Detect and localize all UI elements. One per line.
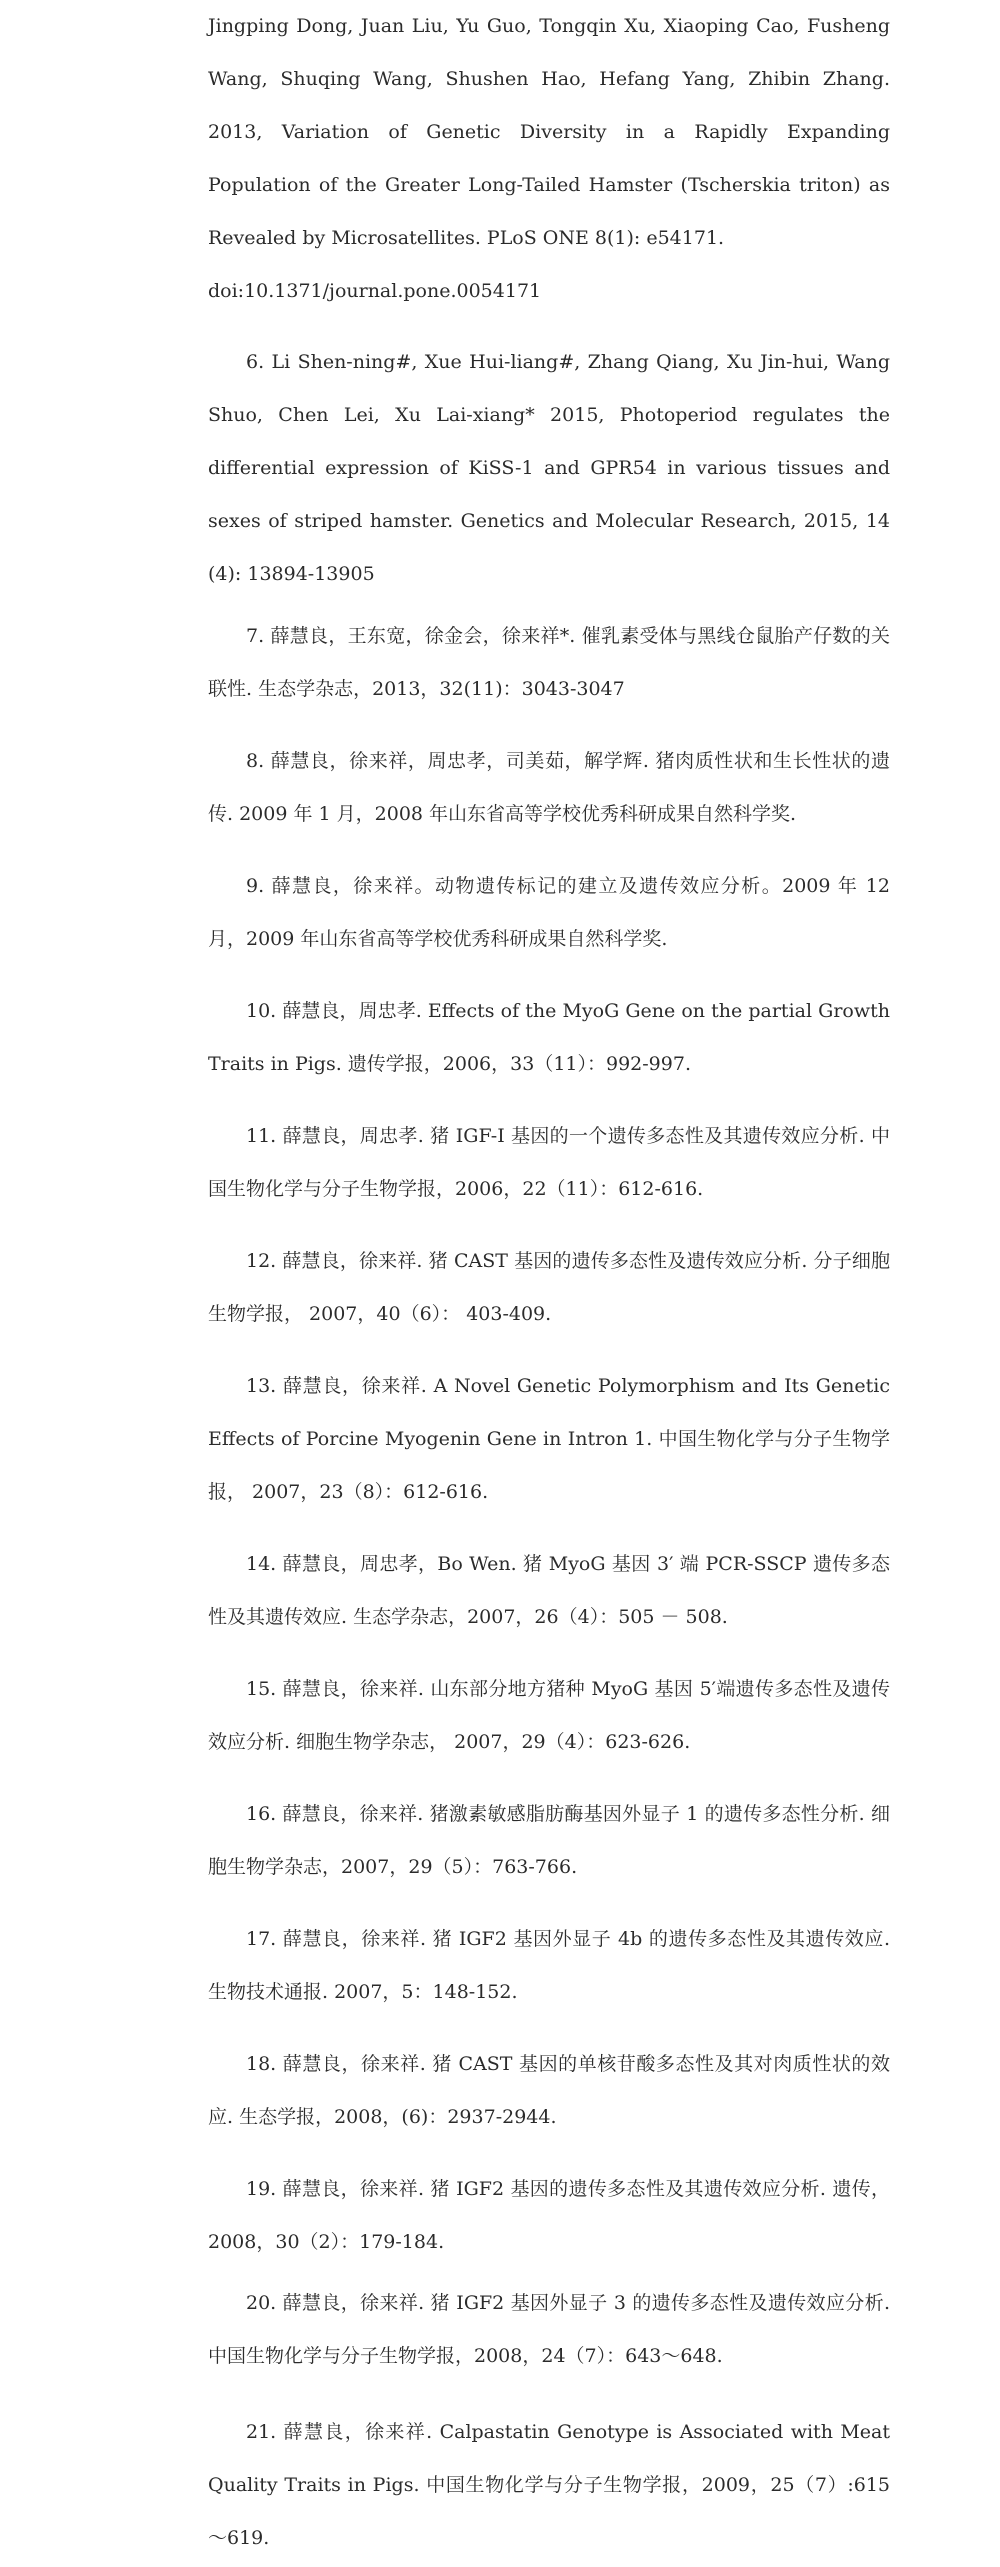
reference-item [208,2406,890,2565]
reference-number: 11. [246,1125,277,1147]
reference-item [208,1663,890,1769]
reference-text: 薛慧良，徐来祥. 猪 CAST 基因的单核苷酸多态性及其对肉质性状的效应. 生态学报，2008，(6)：2937-2944. [208,2053,890,2128]
reference-item [208,2277,890,2383]
reference-number: 21. [246,2421,277,2443]
reference-item [208,1110,890,1216]
reference-item [208,735,890,841]
reference-number: 16. [246,1803,277,1825]
reference-item [208,2038,890,2144]
reference-item [208,2163,890,2269]
reference-text: 薛慧良，徐来祥. 山东部分地方猪种 MyoG 基因 5′端遗传多态性及遗传效应分析. 细胞生物学杂志， 2007，29（4）：623-626. [208,1678,890,1753]
reference-doi: doi:10.1371/journal.pone.0054171 [208,280,542,302]
reference-item [208,985,890,1091]
reference-text: Li Shen-ning#, Xue Hui-liang#, Zhang Qiang, Xu Jin-hui, Wang Shuo, Chen Lei, Xu Lai-xiang* 2015, Photoperiod regulates the differential expression of KiSS-1 and GPR54 in various tissues and sexes of striped hamster. Genetics and Molecular Research, 2015, 14 (4): 13894-13905 [208,351,890,585]
reference-text: Jingping Dong, Juan Liu, Yu Guo, Tongqin Xu, Xiaoping Cao, Fusheng Wang, Shuqing Wang, Shushen Hao, Hefang Yang, Zhibin Zhang. 2013, Variation of Genetic Diversity in a Rapidly Expanding Population of the Greater Long-Tailed Hamster (Tscherskia triton) as Revealed by Microsatellites. PLoS ONE 8(1): e54171. [208,15,890,249]
reference-text: 薛慧良，周忠孝. Effects of the MyoG Gene on the partial Growth Traits in Pigs. 遗传学报，2006，33（11）：992-997. [208,1000,890,1075]
reference-text: 薛慧良，徐来祥。动物遗传标记的建立及遗传效应分析。2009 年 12 月，2009 年山东省高等学校优秀科研成果自然科学奖. [208,875,890,950]
reference-text: 薛慧良，徐来祥. 猪 IGF2 基因的遗传多态性及其遗传效应分析. 遗传，2008，30（2）：179-184. [208,2178,890,2253]
reference-number: 19. [246,2178,277,2200]
reference-number: 13. [246,1375,277,1397]
reference-text: 薛慧良，徐来祥. 猪 IGF2 基因外显子 4b 的遗传多态性及其遗传效应. 生物技术通报. 2007，5：148-152. [208,1928,891,2003]
reference-item [208,1360,890,1519]
reference-text: 薛慧良，周忠孝，Bo Wen. 猪 MyoG 基因 3′ 端 PCR-SSCP 遗传多态性及其遗传效应. 生态学杂志，2007，26（4）：505 － 508. [208,1553,890,1628]
reference-number: 8. [246,750,265,772]
reference-text: 薛慧良，徐来祥. 猪 CAST 基因的遗传多态性及遗传效应分析. 分子细胞生物学报， 2007，40（6）： 403-409. [208,1250,890,1325]
reference-number: 15. [246,1678,277,1700]
reference-number: 18. [246,2053,277,2075]
reference-text: 薛慧良，徐来祥，周忠孝，司美茹，解学辉. 猪肉质性状和生长性状的遗传. 2009 年 1 月，2008 年山东省高等学校优秀科研成果自然科学奖. [208,750,890,825]
reference-item [208,336,890,601]
reference-item [208,1538,890,1644]
reference-number: 12. [246,1250,277,1272]
reference-number: 17. [246,1928,277,1950]
reference-text: 薛慧良，周忠孝. 猪 IGF-I 基因的一个遗传多态性及其遗传效应分析. 中国生物化学与分子生物学报，2006，22（11）：612-616. [208,1125,890,1200]
reference-text: 薛慧良，徐来祥. A Novel Genetic Polymorphism and Its Genetic Effects of Porcine Myogenin Gene in Intron 1. 中国生物化学与分子生物学报， 2007，23（8）：612-616. [208,1375,890,1503]
reference-number: 9. [246,875,265,897]
reference-text: 薛慧良，徐来祥. Calpastatin Genotype is Associated with Meat Quality Traits in Pigs. 中国生物化学与分子生物学报，2009，25（7）:615～619. [208,2421,890,2549]
reference-text: 薛慧良，王东宽，徐金会，徐来祥*. 催乳素受体与黑线仓鼠胎产仔数的关联性. 生态学杂志，2013，32(11)：3043-3047 [208,625,890,700]
reference-5-continuation [208,0,890,318]
reference-number: 20. [246,2292,277,2314]
reference-item [208,1913,890,2019]
reference-item [208,860,890,966]
reference-text: 薛慧良，徐来祥. 猪激素敏感脂肪酶基因外显子 1 的遗传多态性分析. 细胞生物学杂志，2007，29（5）：763-766. [208,1803,890,1878]
reference-text: 薛慧良，徐来祥. 猪 IGF2 基因外显子 3 的遗传多态性及遗传效应分析. 中国生物化学与分子生物学报，2008，24（7）：643～648. [208,2292,890,2367]
reference-number: 10. [246,1000,277,1022]
reference-item [208,610,890,716]
reference-item [208,1788,890,1894]
reference-number: 7. [246,625,265,647]
reference-number: 14. [246,1553,277,1575]
reference-item [208,1235,890,1341]
reference-number: 6. [246,351,265,373]
